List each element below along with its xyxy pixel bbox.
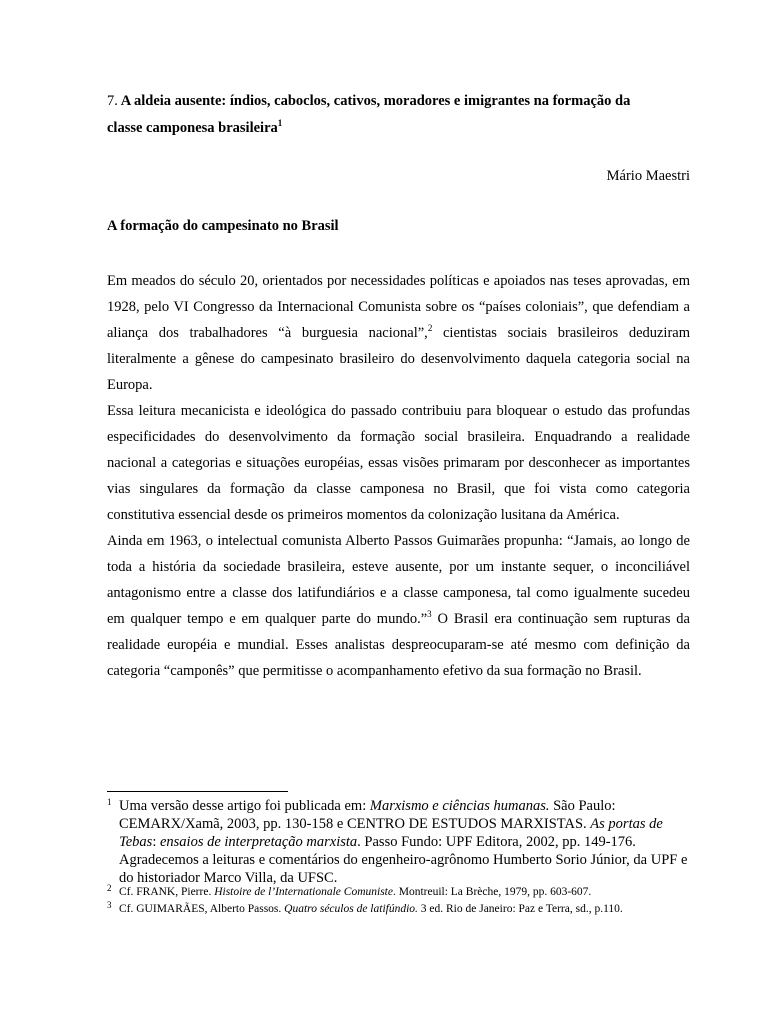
footnote-1-text: Uma versão desse artigo foi publicada em: Marxismo e ciências humanas. São Paulo: CEMARX/Xamã, 2003, pp. 130-158 e CENTRO DE ESTUDOS MARXISTAS. As portas de Tebas: ensaios de interpretação marxista. Passo Fundo: UPF Editora, 2002, pp. 149-176. Agradecemos a leituras e comentários do engenheiro-agrônomo Humberto Sorio Júnior, da UPF e do historiador Marco Villa, da UFSC. — [119, 798, 688, 886]
footnote-3 — [107, 902, 690, 917]
paragraph-1-part-a: Em meados do século 20, orientados por necessidades políticas e apoiados nas teses aprovadas, em 1928, pelo VI Congresso da Internacional Comunista sobre os “países coloniais”, que defendiam a aliança dos trabalhadores “à burguesia nacional”, — [107, 273, 690, 341]
footnote-2 — [107, 885, 690, 900]
footnote-2-text: Cf. FRANK, Pierre. Histoire de l’Internationale Comuniste. Montreuil: La Brèche, 1979, pp. 603-607. — [119, 886, 592, 898]
paragraph-3-part-b: O Brasil era continuação sem rupturas da realidade européia e mundial. Esses analistas despreocuparam-se até mesmo com definição da categoria “camponês” que permitisse o acompanhamento efetivo da sua formação no Brasil. — [107, 611, 690, 679]
section-heading: A formação do campesinato no Brasil — [107, 218, 339, 234]
chapter-title — [107, 88, 667, 142]
footnote-3-text: Cf. GUIMARÃES, Alberto Passos. Quatro séculos de latifúndio. 3 ed. Rio de Janeiro: Paz e Terra, sd., p.110. — [119, 903, 623, 915]
footnote-1-mark: 1 — [107, 797, 112, 807]
footnote-ref-1[interactable]: 1 — [277, 118, 283, 129]
footnote-separator — [107, 791, 288, 792]
footnote-ref-2[interactable]: 2 — [427, 323, 433, 334]
chapter-number: 7. — [107, 93, 118, 109]
paragraph-3-part-a: Ainda em 1963, o intelectual comunista Alberto Passos Guimarães propunha: “Jamais, ao longo de toda a história da sociedade brasileira, esteve ausente, por um instante sequer, o inconciliável antagonismo entre a classe dos latifundiários e a classe camponesa, tal como igualmente sucedeu em qualquer tempo e em qualquer parte do mundo.” — [107, 533, 690, 627]
author-name: Mário Maestri — [606, 168, 690, 184]
paragraph-3 — [107, 528, 690, 684]
chapter-title-text: A aldeia ausente: índios, caboclos, cativos, moradores e imigrantes na formação da classe camponesa brasileira — [107, 93, 631, 136]
paragraph-1-part-b: cientistas sociais brasileiros deduziram literalmente a gênese do campesinato brasileiro do desenvolvimento daquela categoria social na Europa. — [107, 325, 691, 393]
footnote-3-mark: 3 — [107, 900, 112, 910]
footnote-2-mark: 2 — [107, 883, 112, 893]
paragraph-1 — [107, 268, 690, 398]
paragraph-2: Essa leitura mecanicista e ideológica do passado contribuiu para bloquear o estudo das profundas especificidades do desenvolvimento da formação social brasileira. Enquadrando a realidade nacional a categorias e situações européias, essas visões primaram por desconhecer as importantes vias singulares da formação da classe camponesa no Brasil, que foi vista como categoria constitutiva essencial desde os primeiros momentos da colonização lusitana da América. — [107, 403, 690, 523]
footnote-1 — [107, 797, 690, 887]
body-text — [107, 268, 690, 684]
footnote-ref-3[interactable]: 3 — [427, 609, 432, 620]
